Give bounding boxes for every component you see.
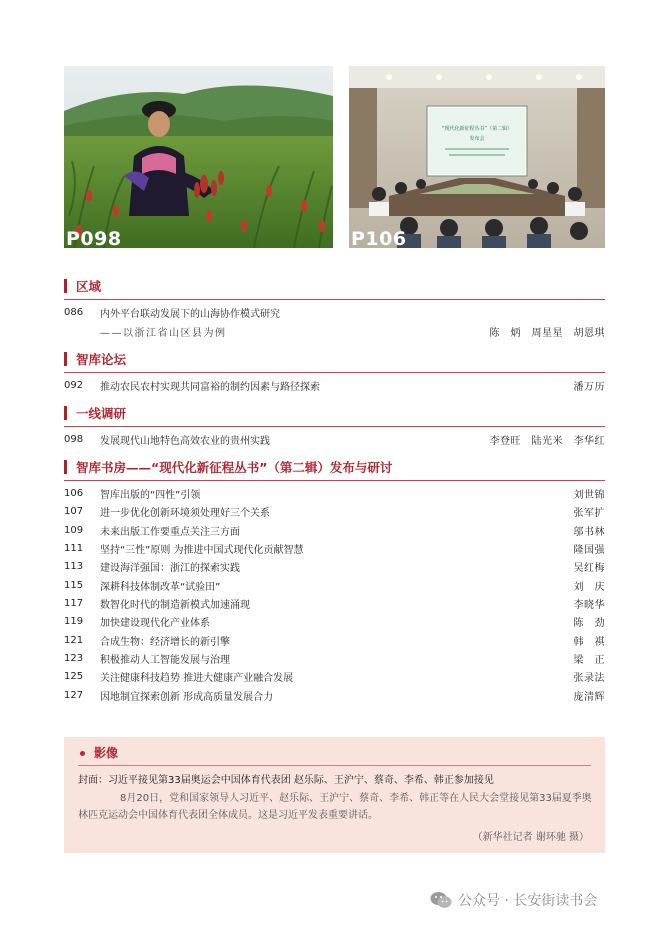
section-title: 区域 <box>76 279 102 294</box>
image-caption-box <box>64 737 605 853</box>
toc-page-number: 123 <box>64 652 84 664</box>
section-marker <box>64 279 67 293</box>
photo-credit: （新华社记者 谢环驰 摄） <box>472 832 589 843</box>
section-divider <box>64 372 605 373</box>
screen-title: “现代化新征程丛书”（第二辑） <box>441 126 513 132</box>
pepper-field-image <box>64 66 333 248</box>
toc-author: 张军扩 <box>573 507 605 519</box>
toc-entry-subtitle[interactable] <box>64 322 605 340</box>
section-divider <box>64 480 605 481</box>
toc-author: 庞清辉 <box>573 691 605 703</box>
toc-author: 李登旺 陆光米 李华红 <box>489 435 605 447</box>
cover-description: 8月20日，党和国家领导人习近平、赵乐际、王沪宁、蔡奇、李希、韩正等在人民大会堂接见第33届夏季奥林匹克运动会中国体育代表团全体成员。这是习近平发表重要讲话。 <box>78 793 592 821</box>
section-heading-think-tank-study <box>64 457 605 477</box>
toc-entry[interactable] <box>64 430 605 448</box>
toc-author: 隆国强 <box>573 544 605 556</box>
screen-subtitle: 发布会 <box>469 136 485 142</box>
toc-author: 刘世锦 <box>573 489 605 501</box>
photo-page-label: P098 <box>66 228 122 248</box>
toc-page-number: 119 <box>64 615 84 627</box>
section-heading-field-research <box>64 403 605 423</box>
toc-title: 建设海洋强国：浙江的探索实践 <box>100 562 240 574</box>
wechat-icon <box>430 891 452 909</box>
toc-page-number: 086 <box>64 306 84 318</box>
toc-author: 吴红梅 <box>573 562 605 574</box>
toc-entry[interactable] <box>64 649 605 667</box>
toc-entry[interactable] <box>64 521 605 539</box>
toc-author: 张录法 <box>573 672 605 684</box>
toc-entry[interactable] <box>64 376 605 394</box>
toc-title: 发展现代山地特色高效农业的贵州实践 <box>100 435 270 447</box>
toc-author: 邬书林 <box>573 526 605 538</box>
section-divider <box>64 299 605 300</box>
toc-entry[interactable] <box>64 686 605 704</box>
toc-subtitle: ——以浙江省山区县为例 <box>100 327 227 339</box>
toc-page-number: 098 <box>64 433 84 445</box>
toc-entry[interactable] <box>64 502 605 520</box>
toc-title: 加快建设现代化产业体系 <box>100 617 210 629</box>
toc-author: 陈 劲 <box>573 617 605 629</box>
toc-title: 积极推动人工智能发展与治理 <box>100 654 230 666</box>
toc-entry[interactable] <box>64 303 605 321</box>
photo-pepper-field <box>64 66 333 248</box>
toc-title: 关注健康科技趋势 推进大健康产业融合发展 <box>100 672 294 684</box>
section-marker <box>64 352 67 366</box>
toc-author: 李晓华 <box>573 599 605 611</box>
toc-title: 数智化时代的制造新模式加速涌现 <box>100 599 250 611</box>
toc-page-number: 111 <box>64 542 84 554</box>
toc-title: 坚持“三性”原则 为推进中国式现代化贡献智慧 <box>100 544 304 556</box>
toc-title: 合成生物：经济增长的新引擎 <box>100 636 230 648</box>
toc-page-number: 092 <box>64 379 84 391</box>
cover-caption: 封面：习近平接见第33届奥运会中国体育代表团 赵乐际、王沪宁、蔡奇、李希、韩正参加接见 <box>78 775 494 786</box>
toc-page-number: 125 <box>64 670 84 682</box>
toc-entry[interactable] <box>64 576 605 594</box>
toc-page-number: 113 <box>64 560 84 572</box>
section-divider <box>64 426 605 427</box>
toc-page-number: 117 <box>64 597 84 609</box>
toc-page-number: 106 <box>64 487 84 499</box>
wechat-watermark <box>430 889 597 911</box>
toc-author: 韩 祺 <box>573 636 605 648</box>
toc-author: 潘万历 <box>573 381 605 393</box>
toc-title: 深耕科技体制改革“试验田” <box>100 581 221 593</box>
toc-title: 推动农民农村实现共同富裕的制约因素与路径探索 <box>100 381 320 393</box>
bullet-dot-icon <box>80 751 85 756</box>
toc-page-number: 109 <box>64 524 84 536</box>
toc-author: 陈 炳 周星星 胡恩琪 <box>489 327 605 339</box>
section-marker <box>64 460 67 474</box>
section-heading-forum <box>64 349 605 369</box>
toc-title: 因地制宜探索创新 形成高质量发展合力 <box>100 691 274 703</box>
toc-title: 智库出版的“四性”引领 <box>100 489 201 501</box>
toc-entry[interactable] <box>64 539 605 557</box>
toc-entry[interactable] <box>64 612 605 630</box>
toc-entry[interactable] <box>64 557 605 575</box>
section-heading-region <box>64 276 605 296</box>
toc-entry[interactable] <box>64 594 605 612</box>
photo-conference <box>349 66 605 248</box>
toc-author: 刘 庆 <box>573 581 605 593</box>
toc-entry[interactable] <box>64 631 605 649</box>
toc-title: 内外平台联动发展下的山海协作模式研究 <box>100 308 280 320</box>
conference-image <box>349 66 605 248</box>
toc-page-number: 121 <box>64 634 84 646</box>
photo-page-label: P106 <box>351 228 407 248</box>
watermark-text: 公众号 · 长安街读书会 <box>458 893 598 909</box>
section-marker <box>64 406 67 420</box>
toc-author: 梁 正 <box>573 654 605 666</box>
toc-title: 未来出版工作要重点关注三方面 <box>100 526 240 538</box>
section-title: 智库论坛 <box>76 352 127 367</box>
section-title: 一线调研 <box>76 406 127 421</box>
toc-title: 进一步优化创新环境须处理好三个关系 <box>100 507 270 519</box>
toc-page-number: 127 <box>64 689 84 701</box>
toc-page-number: 115 <box>64 579 84 591</box>
toc-page-number: 107 <box>64 505 84 517</box>
section-title: 智库书房——“现代化新征程丛书”（第二辑）发布与研讨 <box>76 460 393 475</box>
toc-entry[interactable] <box>64 484 605 502</box>
toc-entry[interactable] <box>64 667 605 685</box>
image-box-divider <box>78 765 591 766</box>
image-box-title: 影像 <box>94 746 119 760</box>
